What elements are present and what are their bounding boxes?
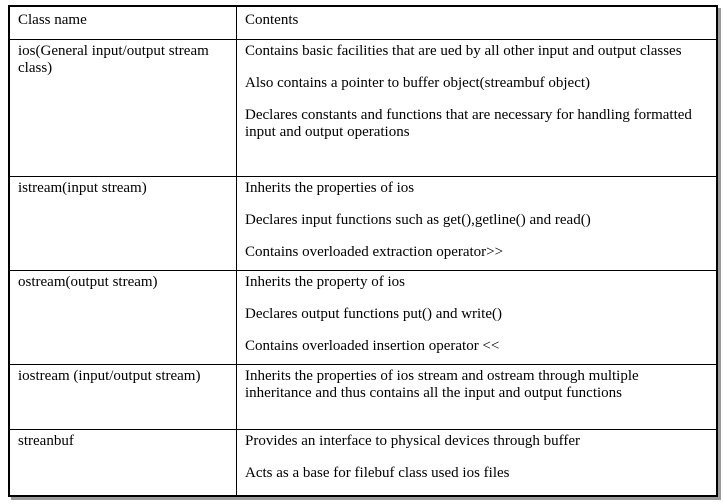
content-line: Also contains a pointer to buffer object(streambuf object) [245,75,591,91]
class-name-cell: istream(input stream) [10,177,237,271]
table-row [10,271,717,365]
content-line: Contains overloaded extraction operator>> [245,244,504,260]
class-name-cell: streanbuf [10,430,237,496]
content-line: Contains basic facilities that are ued by all other input and output classes [245,43,682,59]
class-name-cell: ios(General input/output stream class) [10,40,237,177]
table-header-row [10,7,717,40]
header-contents: Contents [237,7,717,40]
content-line: Declares output functions put() and write() [245,306,502,322]
content-line: Declares constants and functions that are necessary for handling formatted input and output operations [245,107,692,140]
stream-classes-table [9,6,717,496]
class-name-cell: ostream(output stream) [10,271,237,365]
content-line: Contains overloaded insertion operator << [245,338,500,354]
contents-cell [237,40,717,177]
content-line: Acts as a base for filebuf class used ios files [245,465,510,481]
table-row [10,430,717,496]
table-row [10,365,717,430]
class-table-frame [8,5,718,497]
content-line: Inherits the properties of ios stream and ostream through multiple inheritance and thus contains all the input and output functions [245,368,639,401]
header-class-name: Class name [10,7,237,40]
contents-cell [237,271,717,365]
content-line: Inherits the properties of ios [245,180,415,196]
contents-cell [237,430,717,496]
content-line: Provides an interface to physical devices through buffer [245,433,581,449]
content-line: Declares input functions such as get(),getline() and read() [245,212,591,228]
table-row [10,40,717,177]
contents-cell [237,177,717,271]
contents-cell [237,365,717,430]
table-row [10,177,717,271]
content-line: Inherits the property of ios [245,274,405,290]
class-name-cell: iostream (input/output stream) [10,365,237,430]
